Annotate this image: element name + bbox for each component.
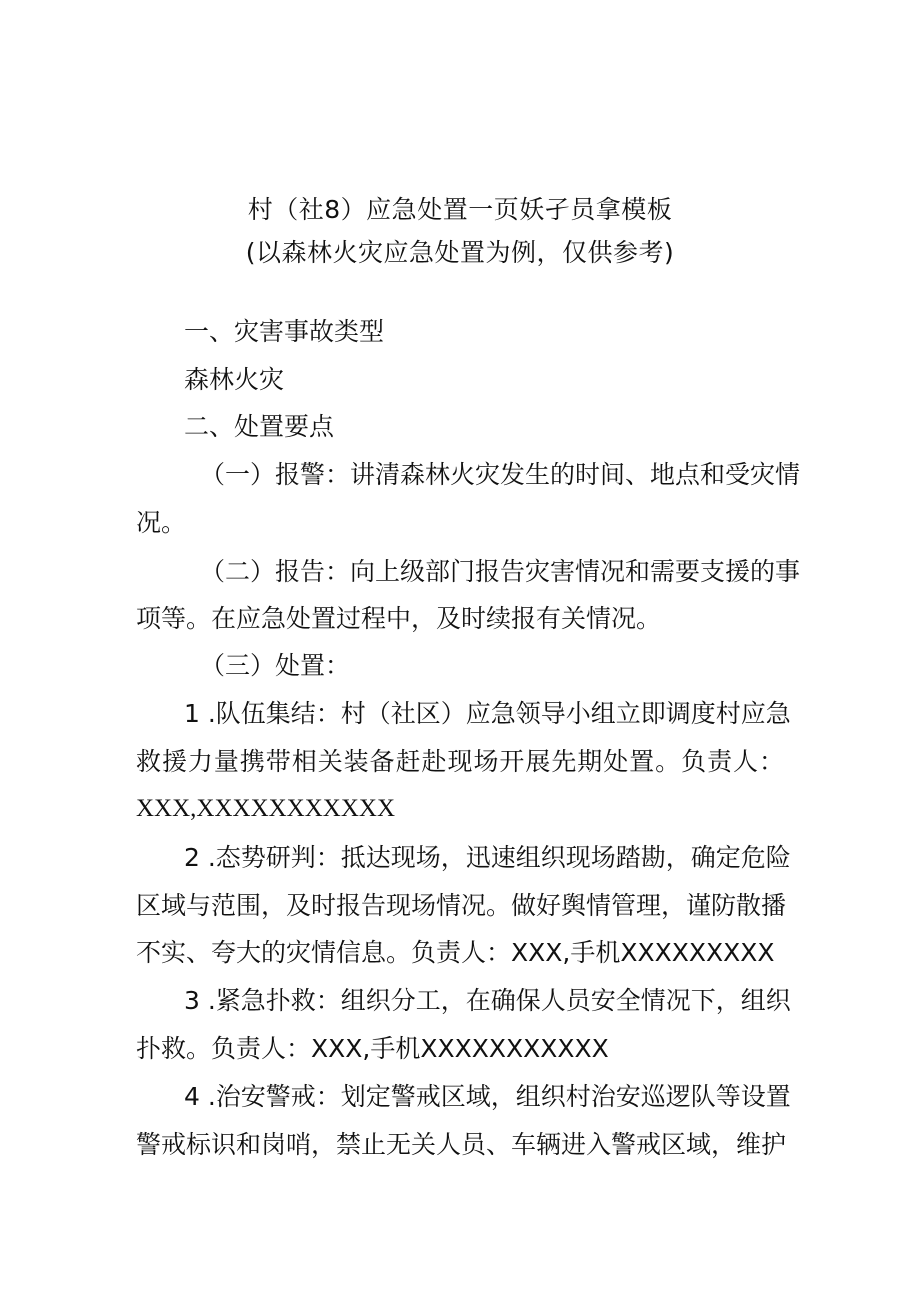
section-heading-disaster-type: 一、灾害事故类型 [184, 317, 385, 346]
disaster-type-value: 森林火灾 [184, 365, 285, 394]
item-handling-heading: （三）处置： [200, 651, 351, 680]
item-alarm-line-2: 况。 [136, 508, 187, 537]
step-1-line-3: XXX,XXXXXXXXXXX [136, 795, 396, 822]
document-title: 村（社8）应急处置一页妖孑员拿模板 [247, 195, 673, 224]
item-alarm-line-1: （一）报警：讲清森林火灾发生的时间、地点和受灾情 [200, 460, 801, 489]
step-2-line-2: 区域与范围，及时报告现场情况。做好舆情管理，谨防散播 [136, 891, 787, 920]
step-4-line-2: 警戒标识和岗哨，禁止无关人员、车辆进入警戒区域，维护 [136, 1130, 787, 1159]
step-2-line-1: 2 .态势研判：抵达现场，迅速组织现场踏勘，确定危险 [184, 843, 791, 872]
document-subtitle: (以森林火灾应急处置为例，仅供参考) [245, 238, 675, 267]
item-report-line-1: （二）报告：向上级部门报告灾害情况和需要支援的事 [200, 557, 801, 586]
step-3-line-2: 扑救。负责人：XXX,手机XXXXXXXXXXX [136, 1034, 609, 1063]
section-heading-key-points: 二、处置要点 [184, 412, 335, 441]
step-1-line-2: 救援力量携带相关装备赶赴现场开展先期处置。负责人： [136, 747, 784, 776]
step-3-line-1: 3 .紧急扑救：组织分工，在确保人员安全情况下，组织 [184, 986, 791, 1015]
step-2-line-3: 不实、夸大的灾情信息。负责人：XXX,手机XXXXXXXXX [136, 938, 775, 967]
item-report-line-2: 项等。在应急处置过程中，及时续报有关情况。 [136, 604, 662, 633]
step-4-line-1: 4 .治安警戒：划定警戒区域，组织村治安巡逻队等设置 [184, 1082, 791, 1111]
step-1-line-1: 1 .队伍集结：村（社区）应急领导小组立即调度村应急 [184, 699, 791, 728]
